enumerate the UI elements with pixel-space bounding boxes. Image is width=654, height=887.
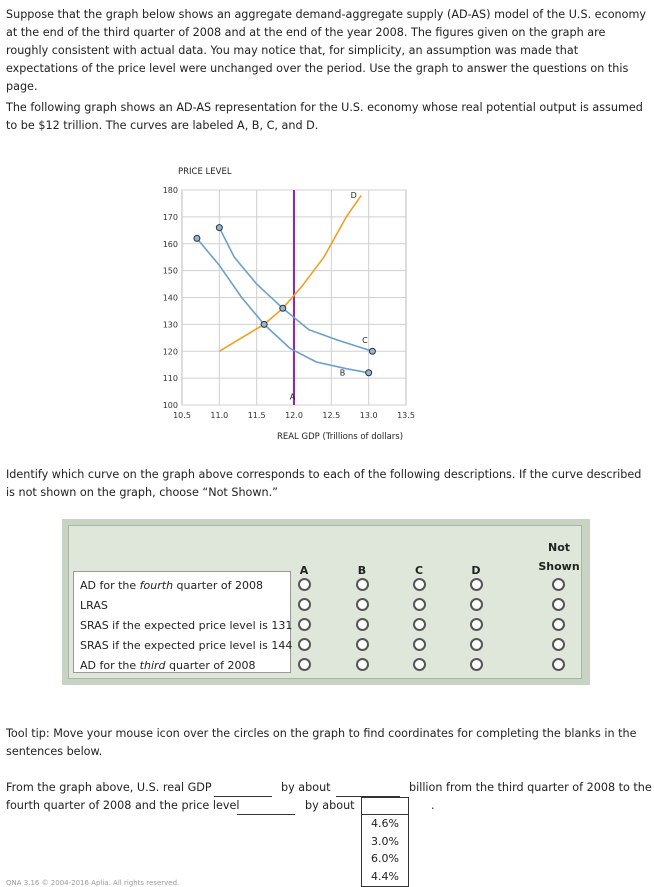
radio-row1-c[interactable] bbox=[413, 578, 426, 591]
y-tick-label: 120 bbox=[162, 347, 178, 357]
y-tick-label: 140 bbox=[162, 293, 178, 303]
point-marker[interactable] bbox=[369, 348, 375, 354]
radio-row5-c[interactable] bbox=[413, 658, 426, 671]
row-label-3: SRAS if the expected price level is 131 bbox=[80, 619, 293, 632]
column-header-d: D bbox=[471, 564, 481, 577]
radio-row4-a[interactable] bbox=[298, 638, 311, 651]
gdp-change-select[interactable] bbox=[214, 796, 272, 797]
radio-row3-d[interactable] bbox=[470, 618, 483, 631]
point-marker[interactable] bbox=[280, 305, 286, 311]
radio-row1-not-shown[interactable] bbox=[552, 578, 565, 591]
radio-row4-b[interactable] bbox=[356, 638, 369, 651]
y-axis-label: PRICE LEVEL bbox=[178, 167, 232, 177]
row-label-4: SRAS if the expected price level is 144 bbox=[80, 639, 293, 652]
radio-row1-b[interactable] bbox=[356, 578, 369, 591]
y-tick-label: 130 bbox=[162, 320, 178, 330]
dropdown-option[interactable]: 3.0% bbox=[371, 834, 399, 848]
sentence-part4: fourth quarter of 2008 and the price level bbox=[6, 799, 240, 812]
y-tick-label: 160 bbox=[162, 239, 178, 249]
descriptions-box bbox=[73, 571, 291, 673]
x-tick-label: 13.5 bbox=[397, 411, 415, 420]
footer-copyright: QNA 3.16 © 2004-2016 Aplia. All rights reserved. bbox=[6, 879, 180, 887]
x-tick-labels bbox=[173, 411, 415, 420]
y-tick-label: 150 bbox=[162, 266, 178, 276]
point-marker[interactable] bbox=[366, 370, 372, 376]
radio-row1-d[interactable] bbox=[470, 578, 483, 591]
point-marker[interactable] bbox=[194, 235, 200, 241]
column-header-not-shown bbox=[529, 538, 589, 576]
y-tick-labels bbox=[163, 186, 178, 410]
curve-label-a: A bbox=[289, 392, 296, 402]
identify-instructions: Identify which curve on the graph above corresponds to each of the following descriptions. If the curve described is not shown on the graph, choose “Not Shown.” bbox=[6, 468, 642, 499]
radio-row4-c[interactable] bbox=[413, 638, 426, 651]
radio-row2-c[interactable] bbox=[413, 598, 426, 611]
ad-as-graph bbox=[140, 158, 430, 448]
column-header-b: B bbox=[357, 564, 367, 577]
dropdown-option[interactable]: 6.0% bbox=[371, 852, 399, 865]
point-marker[interactable] bbox=[261, 321, 267, 327]
table-panel bbox=[68, 525, 582, 679]
radio-row3-b[interactable] bbox=[356, 618, 369, 631]
column-header-a: A bbox=[299, 564, 309, 577]
x-tick-label: 11.0 bbox=[210, 411, 229, 420]
identification-table bbox=[62, 519, 590, 685]
radio-row5-d[interactable] bbox=[470, 658, 483, 671]
radio-row3-c[interactable] bbox=[413, 618, 426, 631]
not-shown-line2: Shown bbox=[538, 560, 580, 573]
row-label-1: AD for the fourth quarter of 2008 bbox=[80, 579, 263, 592]
y-tick-label: 100 bbox=[162, 401, 178, 410]
row-label-5: AD for the third quarter of 2008 bbox=[80, 659, 256, 672]
sentence-part5: by about bbox=[305, 799, 355, 812]
radio-row3-not-shown[interactable] bbox=[552, 618, 565, 631]
y-tick-label: 170 bbox=[162, 212, 178, 222]
y-tick-label: 110 bbox=[162, 374, 178, 384]
x-tick-label: 12.0 bbox=[285, 411, 303, 420]
sentence-part1: From the graph above, U.S. real GDP bbox=[6, 781, 212, 794]
dropdown-option[interactable]: 4.4% bbox=[371, 869, 399, 883]
intro-paragraph: Suppose that the graph below shows an aggregate demand-aggregate supply (AD-AS) model of the U.S. economy at the end of the third quarter of 2008 and at the end of the year 2008. The figures given on the graph are roughly consistent with actual data. You may notice that, for simplicity, an assumption was made that expectations of the price level were unchanged over the period. Use the graph to answer the questions on this page. bbox=[6, 8, 647, 93]
y-tick-label: 180 bbox=[162, 186, 178, 195]
dropdown-option[interactable]: 4.6% bbox=[371, 817, 399, 830]
sentence-part3: billion from the third quarter of 2008 to the bbox=[409, 781, 652, 794]
row-label-2: LRAS bbox=[80, 599, 108, 612]
x-tick-label: 11.5 bbox=[247, 411, 266, 420]
dropdown-selected[interactable] bbox=[362, 798, 408, 815]
row-emphasis: fourth bbox=[139, 579, 174, 592]
radio-row1-a[interactable] bbox=[298, 578, 311, 591]
sentence-part2: by about bbox=[281, 781, 331, 794]
column-header-c: C bbox=[414, 564, 424, 577]
curve-label-b: B bbox=[339, 368, 346, 378]
price-change-dropdown[interactable] bbox=[361, 797, 409, 887]
tooltip-text: Tool tip: Move your mouse icon over the circles on the graph to find coordinates for completing the blanks in the sentences below. bbox=[6, 727, 637, 758]
x-tick-label: 13.0 bbox=[359, 411, 378, 420]
radio-row5-not-shown[interactable] bbox=[552, 658, 565, 671]
row-emphasis: third bbox=[139, 659, 166, 672]
x-axis-label: REAL GDP (Trillions of dollars) bbox=[276, 432, 404, 442]
radio-row3-a[interactable] bbox=[298, 618, 311, 631]
dropdown-options bbox=[362, 815, 408, 885]
radio-row5-a[interactable] bbox=[298, 658, 311, 671]
point-marker[interactable] bbox=[216, 225, 222, 231]
radio-row2-a[interactable] bbox=[298, 598, 311, 611]
radio-row4-d[interactable] bbox=[470, 638, 483, 651]
curve-label-c: C bbox=[362, 336, 368, 346]
radio-row2-b[interactable] bbox=[356, 598, 369, 611]
radio-row2-d[interactable] bbox=[470, 598, 483, 611]
x-tick-label: 12.5 bbox=[322, 411, 341, 420]
not-shown-line1: Not bbox=[547, 541, 571, 554]
radio-row5-b[interactable] bbox=[356, 658, 369, 671]
radio-row2-not-shown[interactable] bbox=[552, 598, 565, 611]
curve-label-d: D bbox=[350, 191, 357, 201]
x-tick-label: 10.5 bbox=[173, 411, 191, 420]
price-level-change-select[interactable] bbox=[237, 814, 295, 815]
sentence-period: . bbox=[431, 799, 435, 812]
description-paragraph: The following graph shows an AD-AS representation for the U.S. economy whose real potential output is assumed to be $12 trillion. The curves are labeled A, B, C, and D. bbox=[6, 101, 643, 132]
radio-row4-not-shown[interactable] bbox=[552, 638, 565, 651]
